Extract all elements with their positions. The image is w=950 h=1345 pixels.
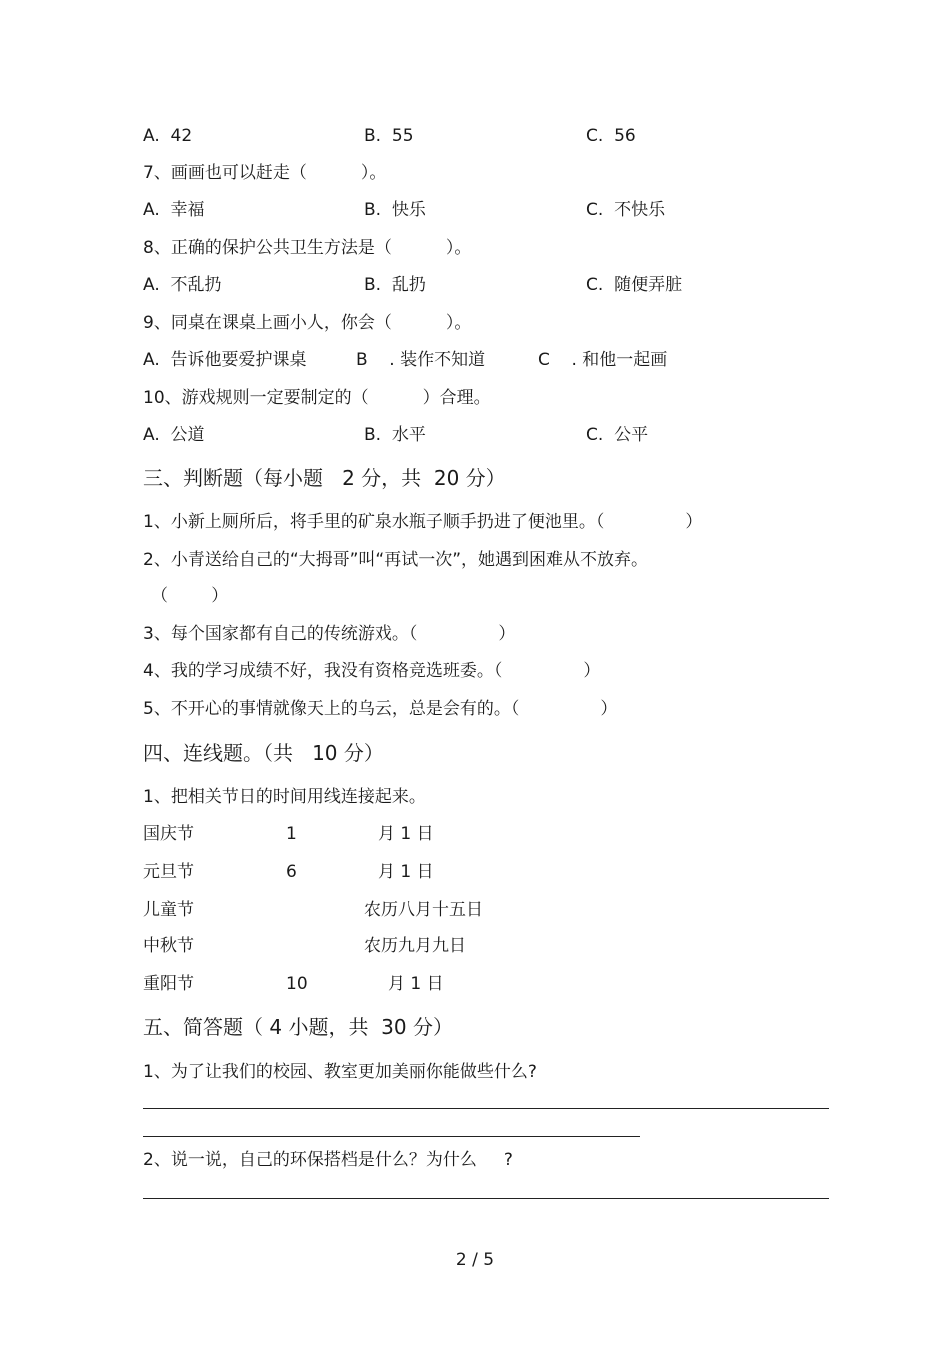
q9-option-c: C . 和他一起画 xyxy=(538,350,668,370)
festival-date: 月 1 日 xyxy=(388,974,444,994)
section3-item-2: 2、小青送给自己的“大拇哥”叫“再试一次”，她遇到困难从不放弃。 xyxy=(143,550,649,570)
q6-option-a: A. 42 xyxy=(143,126,193,146)
section3-title: 三、判断题（每小题 2 分，共 20 分） xyxy=(143,466,506,490)
festival-name: 儿童节 xyxy=(143,900,194,920)
q7-option-c: C. 不快乐 xyxy=(586,200,666,220)
section3-item-2-blank: （ ） xyxy=(151,586,229,606)
section5-question-1: 1、为了让我们的校园、教室更加美丽你能做些什么? xyxy=(143,1062,537,1082)
section4-title: 四、连线题。（共 10 分） xyxy=(143,741,384,765)
q9-stem: 9、同桌在课桌上画小人，你会（ ）。 xyxy=(143,313,472,333)
section4-instruction: 1、把相关节日的时间用线连接起来。 xyxy=(143,787,426,807)
q9-option-a: A. 告诉他要爱护课桌 xyxy=(143,350,307,370)
q9-option-b: B . 装作不知道 xyxy=(356,350,486,370)
festival-month: 6 xyxy=(286,862,297,882)
festival-date: 月 1 日 xyxy=(378,862,434,882)
page-number: 2 / 5 xyxy=(455,1250,495,1270)
q8-option-b: B. 乱扔 xyxy=(364,275,426,295)
festival-month: 10 xyxy=(286,974,308,994)
q10-option-c: C. 公平 xyxy=(586,425,649,445)
section3-item-4: 4、我的学习成绩不好，我没有资格竞选班委。（ ） xyxy=(143,661,601,681)
q8-stem: 8、正确的保护公共卫生方法是（ ）。 xyxy=(143,238,472,258)
q10-stem: 10、游戏规则一定要制定的（ ）合理。 xyxy=(143,388,491,408)
answer-line xyxy=(143,1108,829,1109)
answer-line xyxy=(143,1136,640,1137)
section3-item-3: 3、每个国家都有自己的传统游戏。（ ） xyxy=(143,624,516,644)
q7-option-a: A. 幸福 xyxy=(143,200,205,220)
festival-name: 中秋节 xyxy=(143,936,194,956)
q8-option-a: A. 不乱扔 xyxy=(143,275,222,295)
section5-question-2: 2、说一说，自己的环保搭档是什么？为什么 ? xyxy=(143,1150,513,1170)
festival-month: 1 xyxy=(286,824,297,844)
festival-name: 国庆节 xyxy=(143,824,194,844)
q10-option-b: B. 水平 xyxy=(364,425,426,445)
section5-title: 五、简答题（ 4 小题，共 30 分） xyxy=(143,1015,453,1039)
q7-stem: 7、画画也可以赶走（ ）。 xyxy=(143,163,387,183)
q6-option-c: C. 56 xyxy=(586,126,636,146)
answer-line xyxy=(143,1198,829,1199)
festival-name: 重阳节 xyxy=(143,974,194,994)
festival-date: 农历八月十五日 xyxy=(364,900,483,920)
section3-item-5: 5、不开心的事情就像天上的乌云，总是会有的。（ ） xyxy=(143,699,618,719)
q6-option-b: B. 55 xyxy=(364,126,414,146)
q7-option-b: B. 快乐 xyxy=(364,200,426,220)
section3-item-1: 1、小新上厕所后，将手里的矿泉水瓶子顺手扔进了便池里。（ ） xyxy=(143,512,703,532)
festival-date: 月 1 日 xyxy=(378,824,434,844)
q10-option-a: A. 公道 xyxy=(143,425,205,445)
festival-date: 农历九月九日 xyxy=(364,936,466,956)
festival-name: 元旦节 xyxy=(143,862,194,882)
q8-option-c: C. 随便弄脏 xyxy=(586,275,683,295)
